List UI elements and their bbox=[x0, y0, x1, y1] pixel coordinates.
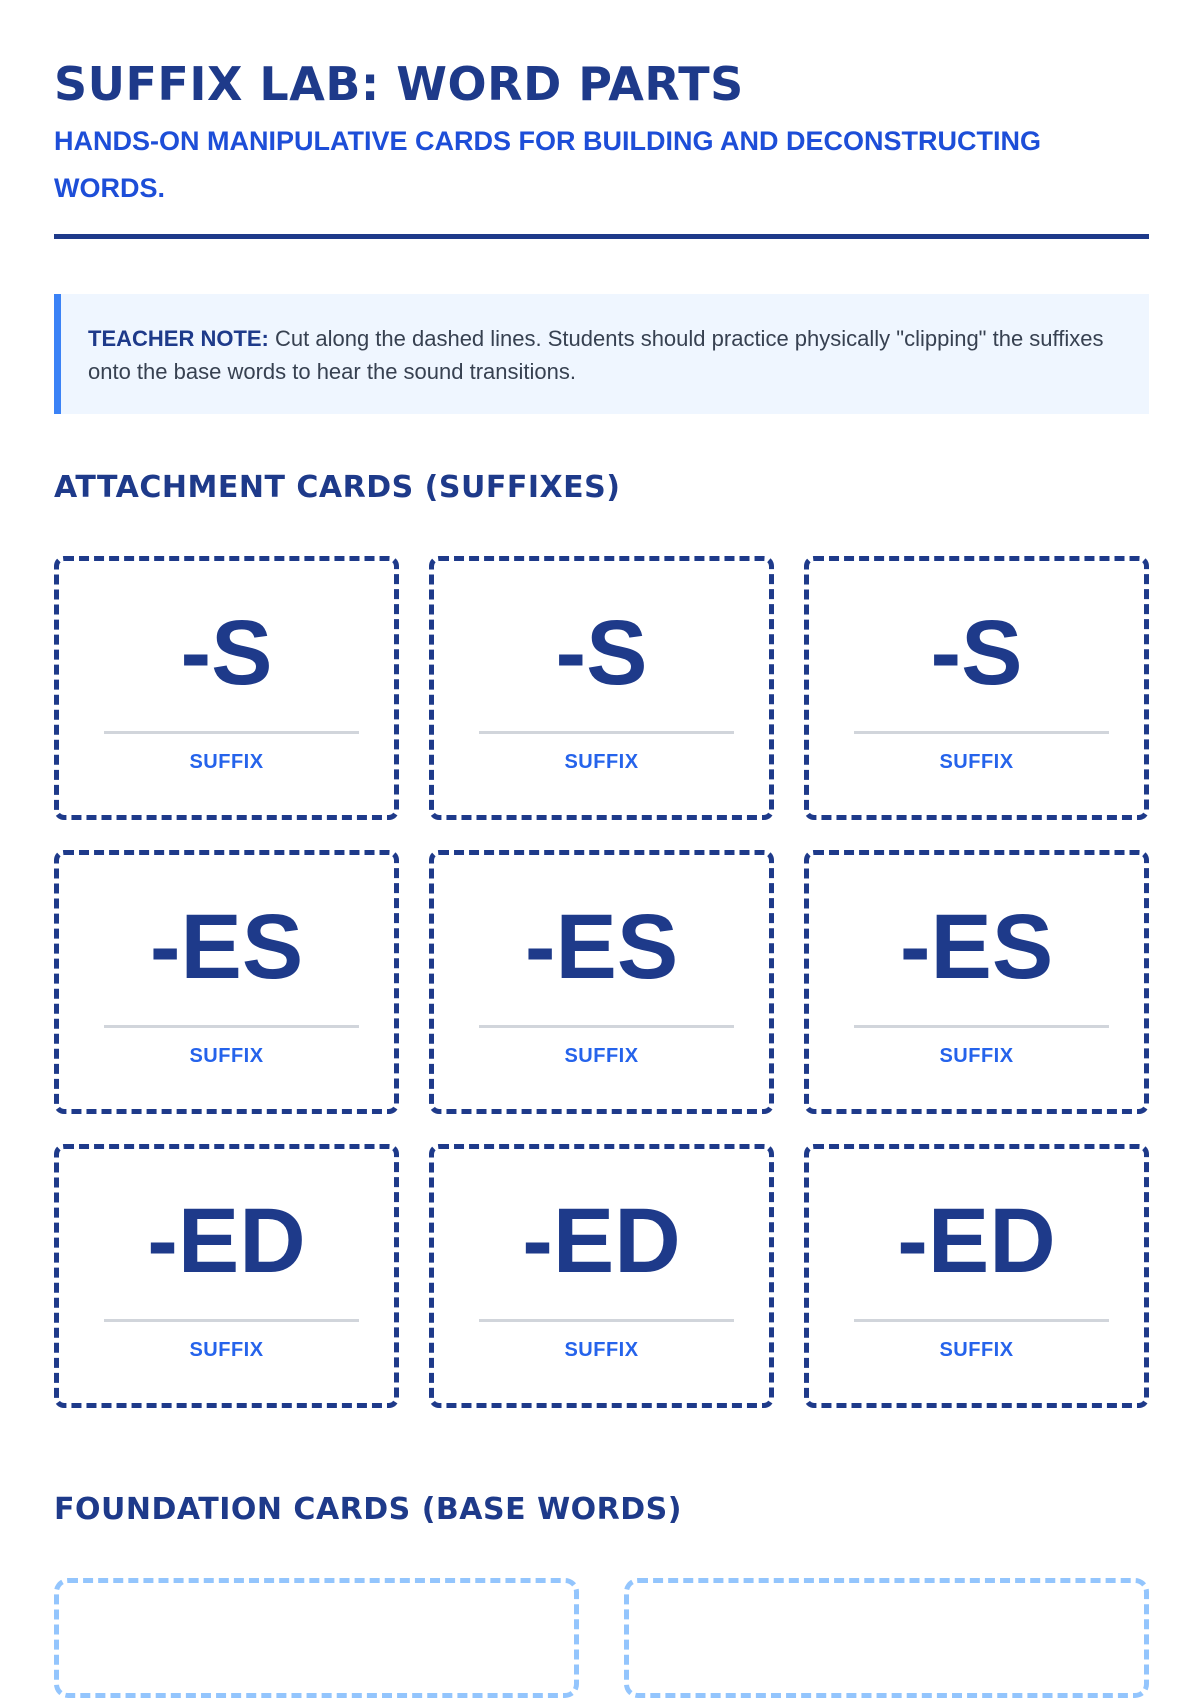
suffix-card bbox=[804, 850, 1149, 1114]
base-word-card bbox=[624, 1578, 1149, 1698]
page-title: SUFFIX LAB: WORD PARTS bbox=[54, 57, 744, 111]
card-divider bbox=[104, 1319, 359, 1322]
suffix-card bbox=[429, 556, 774, 820]
suffix-card bbox=[804, 1144, 1149, 1408]
suffix-card-label: SUFFIX bbox=[564, 1045, 639, 1067]
suffix-card-word: -S bbox=[930, 602, 1023, 704]
card-divider bbox=[479, 1319, 734, 1322]
suffix-section-heading: ATTACHMENT CARDS (SUFFIXES) bbox=[54, 470, 621, 505]
suffix-card-label: SUFFIX bbox=[564, 751, 639, 773]
card-divider bbox=[104, 731, 359, 734]
header-divider bbox=[54, 234, 1149, 239]
page-subtitle: HANDS-ON MANIPULATIVE CARDS FOR BUILDING AND DECONSTRUCTING WORDS. bbox=[54, 126, 1041, 203]
suffix-card-label: SUFFIX bbox=[189, 1339, 264, 1361]
suffix-card-label: SUFFIX bbox=[564, 1339, 639, 1361]
suffix-card-label: SUFFIX bbox=[939, 1045, 1014, 1067]
suffix-card-grid bbox=[54, 556, 1149, 1408]
card-divider bbox=[104, 1025, 359, 1028]
suffix-card-label: SUFFIX bbox=[939, 1339, 1014, 1361]
suffix-card-word: -ES bbox=[149, 896, 304, 998]
suffix-card-word: -S bbox=[180, 602, 273, 704]
base-card-grid bbox=[54, 1578, 1149, 1698]
teacher-note-box bbox=[54, 294, 1149, 414]
suffix-card bbox=[429, 1144, 774, 1408]
card-divider bbox=[479, 1025, 734, 1028]
suffix-card bbox=[804, 556, 1149, 820]
teacher-note-label: TEACHER NOTE: bbox=[88, 326, 269, 351]
suffix-card-word: -ES bbox=[899, 896, 1054, 998]
suffix-card-word: -ED bbox=[522, 1190, 681, 1292]
suffix-card-label: SUFFIX bbox=[939, 751, 1014, 773]
suffix-card bbox=[54, 850, 399, 1114]
suffix-card bbox=[429, 850, 774, 1114]
suffix-card-word: -ED bbox=[147, 1190, 306, 1292]
card-divider bbox=[854, 731, 1109, 734]
suffix-card-label: SUFFIX bbox=[189, 1045, 264, 1067]
base-word-card bbox=[54, 1578, 579, 1698]
suffix-card-word: -ED bbox=[897, 1190, 1056, 1292]
card-divider bbox=[854, 1025, 1109, 1028]
suffix-card-word: -ES bbox=[524, 896, 679, 998]
teacher-note-text: Cut along the dashed lines. Students should practice physically "clipping" the suffixes onto the base words to hear the sound transitions. bbox=[88, 326, 1104, 384]
suffix-card-label: SUFFIX bbox=[189, 751, 264, 773]
suffix-card bbox=[54, 556, 399, 820]
suffix-card-word: -S bbox=[555, 602, 648, 704]
suffix-card bbox=[54, 1144, 399, 1408]
base-section-heading: FOUNDATION CARDS (BASE WORDS) bbox=[54, 1492, 682, 1527]
card-divider bbox=[854, 1319, 1109, 1322]
card-divider bbox=[479, 731, 734, 734]
